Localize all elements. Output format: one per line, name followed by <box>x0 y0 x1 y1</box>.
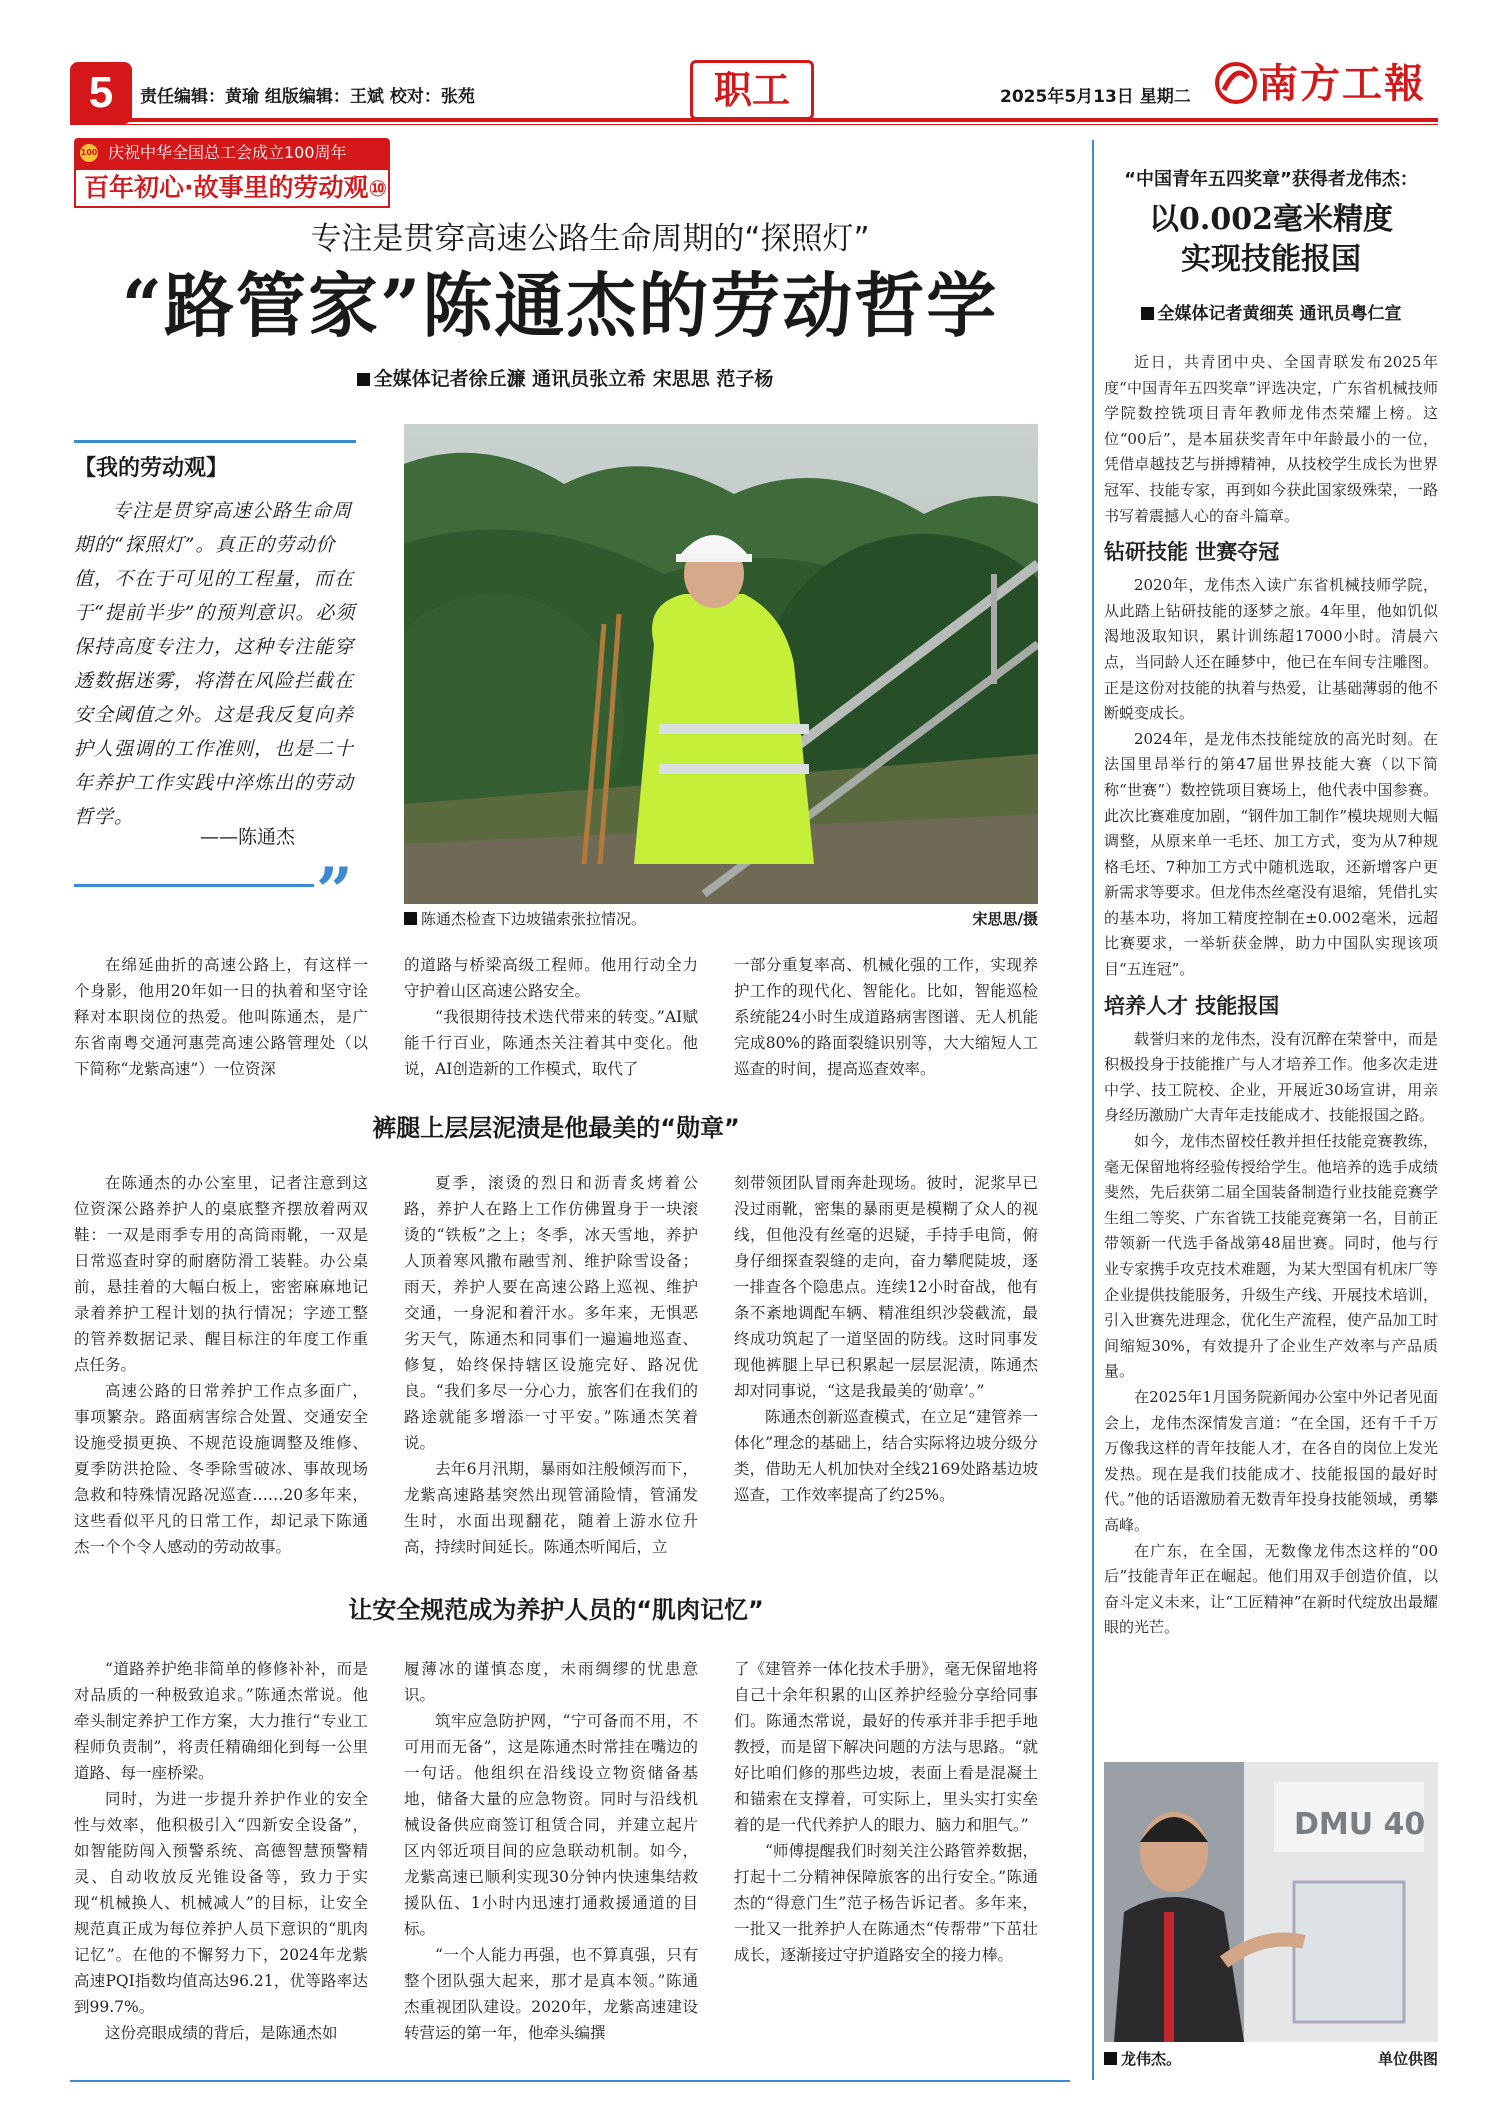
intro-col-1 <box>74 952 368 1092</box>
sidebar-photo <box>1104 1762 1438 2042</box>
intro-col-3 <box>734 952 1038 1092</box>
sidebar-caption-text: 龙伟杰。 <box>1121 2050 1182 2068</box>
section1-col-3 <box>734 1170 1038 1570</box>
header-rule-thin <box>70 124 1438 125</box>
quote-rule-bottom <box>74 884 314 887</box>
intro-paragraph: 一部分重复率高、机械化强的工作，实现养护工作的现代化、智能化。比如，智能巡检系统能24小时生成道路病害图谱、无人机能完成80%的路面裂缝识别等，大大缩短人工巡查的时间，提高巡查效率。 <box>734 956 1038 1078</box>
section-heading-2: 让安全规范成为养护人员的“肌肉记忆” <box>348 1596 764 1624</box>
article-byline <box>220 364 910 394</box>
body-paragraph: 这份亮眼成绩的背后，是陈通杰如 <box>105 2024 338 2042</box>
body-paragraph: 筑牢应急防护网，“宁可备而不用，不可用而无备”，这是陈通杰时常挂在嘴边的一句话。他组织在沿线设立物资储备基地，储备大量的应急物资。同时与沿线机械设备供应商签订租赁合同，并建立起片区内邻近项目间的应急联动机制。如今，龙紫高速已顺利实现30分钟内快速集结救援队伍、1小时内迅速打通救援通道的目标。 <box>404 1712 698 1938</box>
bottom-rule <box>70 2080 1070 2082</box>
byline-square-icon <box>357 373 370 386</box>
section2-col-2 <box>404 1656 698 2066</box>
sidebar-title-line: 实现技能报国 <box>1181 242 1361 277</box>
section-badge: 职工 <box>690 60 814 120</box>
quote-rule-top <box>74 440 356 443</box>
series-title <box>74 168 390 208</box>
series-label: 百年初心·故事里的劳动观 <box>84 173 369 202</box>
body-paragraph: 履薄冰的谨慎态度，未雨绸缪的忧患意识。 <box>404 1660 698 1704</box>
intro-paragraph: 的道路与桥梁高级工程师。他用行动全力守护着山区高速公路安全。 <box>404 956 698 1000</box>
quote-mark-icon: ” <box>316 854 353 929</box>
sidebar-title <box>1104 200 1438 280</box>
caption-square-icon <box>1104 2052 1117 2065</box>
quote-attribution: ——陈通杰 <box>200 826 296 848</box>
machine-label: DMU 40 <box>1294 1807 1426 1842</box>
series-number: ⑩ <box>368 177 388 202</box>
sidebar-kicker: “中国青年五四奖章”获得者龙伟杰： <box>1124 169 1418 190</box>
sidebar-photo-caption <box>1104 2048 1438 2070</box>
intro-paragraph: 在绵延曲折的高速公路上，有这样一个身影，他用20年如一日的执着和坚守诠释对本职岗位的热爱。他叫陈通杰，是广东省南粤交通河惠莞高速公路管理处（以下简称“龙紫高速”）一位资深 <box>74 956 368 1078</box>
caption-square-icon <box>404 912 417 925</box>
body-paragraph: 陈通杰创新巡查模式，在立足“建管养一体化”理念的基础上，结合实际将边坡分级分类，借助无人机加快对全线2169处路基边坡巡查，工作效率提高了约25%。 <box>734 1408 1038 1504</box>
sidebar-paragraph: 2020年，龙伟杰入读广东省机械技师学院，从此踏上钻研技能的逐梦之旅。4年里，他如饥似渴地汲取知识，累计训练超17000小时。清晨六点，当同龄人还在睡梦中，他已在车间专注雕图。正是这份对技能的执着与热爱，让基础薄弱的他不断蜕变成长。 <box>1104 576 1438 723</box>
sidebar-byline <box>1104 300 1438 328</box>
sidebar-byline-text: 全媒体记者黄细英 通讯员粤仁宣 <box>1157 304 1402 324</box>
main-photo <box>404 424 1038 904</box>
quote-text: 专注是贯穿高速公路生命周期的“探照灯”。真正的劳动价值，不在于可见的工程量，而在于“提前半步”的预判意识。必须保持高度专注力，这种专注能穿透数据迷雾，将潜在风险拦截在安全阈值之外。这是我反复向养护人强调的工作准则，也是二十年养护工作实践中淬炼出的劳动哲学。 <box>74 500 356 828</box>
body-paragraph: 夏季，滚烫的烈日和沥青炙烤着公路，养护人在路上工作仿佛置身于一块滚烫的“铁板”之上；冬季，冰天雪地，养护人顶着寒风撒布融雪剂、维护除雪设备；雨天，养护人要在高速公路上巡视、维护交通，一身泥和着汗水。多年来，无惧恶劣天气，陈通杰和同事们一遍遍地巡查、修复，始终保持辖区设施完好、路况优良。“我们多尽一分心力，旅客们在我们的路途就能多增添一寸平安。”陈通杰笑着说。 <box>404 1174 698 1452</box>
editors-credit: 责任编辑：黄瑜 组版编辑：王斌 校对：张苑 <box>140 87 475 107</box>
newspaper-logo-icon <box>1214 60 1258 106</box>
body-paragraph: 了《建管养一体化技术手册》，毫无保留地将自己十余年积累的山区养护经验分享给同事们。陈通杰常说，最好的传承并非手把手地教授，而是留下解决问题的方法与思路。“就好比咱们修的那些边坡，表面上看是混凝土和锚索在支撑着，可实际上，里头实打实垒着的是一代代养护人的眼力、脑力和胆气。” <box>734 1660 1038 1834</box>
body-paragraph: 刻带领团队冒雨奔赴现场。彼时，泥浆早已没过雨靴，密集的暴雨更是模糊了众人的视线，但他没有丝毫的迟疑，手持手电筒，俯身仔细探查裂缝的走向，奋力攀爬陡坡，逐一排查各个隐患点。连续12小时奋战，他有条不紊地调配车辆、精准组织沙袋截流，最终成功筑起了一道坚固的防线。这时同事发现他裤腿上早已积累起一层层泥渍，陈通杰却对同事说，“这是我最美的‘勋章’。” <box>734 1174 1038 1400</box>
intro-col-2 <box>404 952 698 1092</box>
quote-heading: 【我的劳动观】 <box>74 456 229 481</box>
photo-credit: 宋思思/摄 <box>972 910 1038 928</box>
body-paragraph: “师傅提醒我们时刻关注公路管养数据，打起十二分精神保障旅客的出行安全。”陈通杰的“得意门生”范子杨告诉记者。多年来，一批又一批养护人在陈通杰“传帮带”下茁壮成长，逐渐接过守护道路安全的接力棒。 <box>734 1842 1038 1964</box>
sidebar-paragraph: 2024年，是龙伟杰技能绽放的高光时刻。在法国里昂举行的第47届世界技能大赛（以下简称“世赛”）数控铣项目赛场上，他代表中国参赛。此次比赛难度加剧，“钢件加工制作”模块规则大幅调整，从原来单一毛坯、加工方式，变为从7种规格毛坯、7种加工方式中随机选取，还新增客户更新需求等要求。但龙伟杰丝毫没有退缩，凭借扎实的基本功，将加工精度控制在±0.002毫米，远超比赛要求，一举斩获金牌，助力中国队实现该项目“五连冠”。 <box>1104 729 1438 979</box>
byline-text: 全媒体记者徐丘濂 通讯员张立希 宋思思 范子杨 <box>373 368 774 390</box>
main-photo-caption <box>404 908 1038 930</box>
anniversary-icon: 100 <box>80 144 98 162</box>
section-heading-1: 裤腿上层层泥渍是他最美的“勋章” <box>372 1114 740 1142</box>
sidebar-subheading: 培养人才 技能报国 <box>1104 993 1280 1018</box>
sidebar-photo-credit: 单位供图 <box>1377 2050 1438 2068</box>
body-paragraph: “一个人能力再强，也不算真强，只有整个团队强大起来，那才是真本领。”陈通杰重视团队建设。2020年，龙紫高速建设转营运的第一年，他牵头编撰 <box>404 1946 698 2042</box>
body-paragraph: “道路养护绝非简单的修修补补，而是对品质的一种极致追求。”陈通杰常说。他牵头制定养护工作方案，大力推行“专业工程师负责制”，将责任精确细化到每一公里道路、每一座桥梁。 <box>74 1660 368 1782</box>
sidebar-paragraph: 在广东，在全国，无数像龙伟杰这样的“00后”技能青年正在崛起。他们用双手创造价值，以奋斗定义未来，让“工匠精神”在新时代绽放出最耀眼的光芒。 <box>1104 1541 1438 1637</box>
celebrate-banner: 庆祝中华全国总工会成立100周年 <box>74 138 390 168</box>
byline-square-icon <box>1141 307 1154 320</box>
body-paragraph: 去年6月汛期，暴雨如注般倾泻而下，龙紫高速路基突然出现管涌险情，管涌发生时，水面出现翻花，随着上游水位升高，持续时间延长。陈通杰听闻后，立 <box>404 1460 698 1556</box>
article-subtitle: 专注是贯穿高速公路生命周期的“探照灯” <box>310 221 870 257</box>
header-rule <box>70 118 1438 122</box>
section1-col-1 <box>74 1170 368 1570</box>
sidebar-paragraph: 载誉归来的龙伟杰，没有沉醉在荣誉中，而是积极投身于技能推广与人才培养工作。他多次走进中学、技工院校、企业，开展近30场宣讲，用亲身经历激励广大青年走技能成才、技能报国之路。 <box>1104 1029 1438 1125</box>
section1-col-2 <box>404 1170 698 1570</box>
sidebar-subheading: 钻研技能 世赛夺冠 <box>1104 540 1280 565</box>
newspaper-name: 南方工報 <box>1258 60 1426 107</box>
sidebar-paragraph: 近日，共青团中央、全国青联发布2025年度“中国青年五四奖章”评选决定，广东省机械技师学院数控铣项目青年教师龙伟杰荣耀上榜。这位“00后”，是本届获奖青年中年龄最小的一位，凭借卓越技艺与拼搏精神，从技校学生成长为世界冠军、技能专家，再到如今获此国家级殊荣，一路书写着震撼人心的奋斗篇章。 <box>1104 353 1438 525</box>
photo-caption-text: 陈通杰检查下边坡锚索张拉情况。 <box>421 910 647 928</box>
body-paragraph: 在陈通杰的办公室里，记者注意到这位资深公路养护人的桌底整齐摆放着两双鞋：一双是雨季专用的高筒雨靴，一双是日常巡查时穿的耐磨防滑工装鞋。办公桌前，悬挂着的大幅白板上，密密麻麻地记录着养护工程计划的执行情况；字迹工整的管养数据记录、醒目标注的年度工作重点任务。 <box>74 1174 368 1374</box>
intro-paragraph: “我很期待技术迭代带来的转变。”AI赋能千行百业，陈通杰关注着其中变化。他说，AI创造新的工作模式，取代了 <box>404 1008 698 1078</box>
sidebar-paragraph: 在2025年1月国务院新闻办公室中外记者见面会上，龙伟杰深情发言道：“在全国，还有千千万万像我这样的青年技能人才，在各自的岗位上发光发热。现在是我们技能成才、技能报国的最好时代。”他的话语激励着无数青年投身技能领域，勇攀高峰。 <box>1104 1387 1438 1534</box>
sidebar-paragraph: 如今，龙伟杰留校任教并担任技能竞赛教练，毫无保留地将经验传授给学生。他培养的选手成绩斐然，先后获第二届全国装备制造行业技能竞赛学生组二等奖、广东省铣工技能竞赛第一名，目前正带领新一代选手备战第48届世赛。同时，他与行业专家携手攻克技术难题，为某大型国有机床厂等企业提供技能服务，升级生产线、开展技术培训，引入世赛先进理念，优化生产流程，使产品加工时间缩短30%，有效提升了企业生产效率与产品质量。 <box>1104 1132 1438 1381</box>
sidebar-title-line: 以0.002毫米精度 <box>1149 202 1393 237</box>
section2-col-3 <box>734 1656 1038 2066</box>
sidebar-body <box>1104 350 1438 1750</box>
article-title: “路管家”陈通杰的劳动哲学 <box>121 264 999 347</box>
section2-col-1 <box>74 1656 368 2066</box>
body-paragraph: 同时，为进一步提升养护作业的安全性与效率，他积极引入“四新安全设备”，如智能防闯入预警系统、高德智慧预警精灵、自动收放反光锥设备等，致力于实现“机械换人、机械减人”的目标，让安全规范真正成为每位养护人员下意识的“肌肉记忆”。在他的不懈努力下，2024年龙紫高速PQI指数均值高达96.21，优等路率达到99.7%。 <box>74 1790 368 2016</box>
body-paragraph: 高速公路的日常养护工作点多面广，事项繁杂。路面病害综合处置、交通安全设施受损更换、不规范设施调整及维修、夏季防洪抢险、冬季除雪破冰、事故现场急救和特殊情况路况巡查……20多年来，这些看似平凡的日常工作，却记录下陈通杰一个个令人感动的劳动故事。 <box>74 1382 368 1556</box>
sidebar-rule <box>1092 140 1094 2080</box>
issue-date: 2025年5月13日 星期二 <box>1000 87 1191 107</box>
page-number-badge: 5 <box>70 62 132 124</box>
